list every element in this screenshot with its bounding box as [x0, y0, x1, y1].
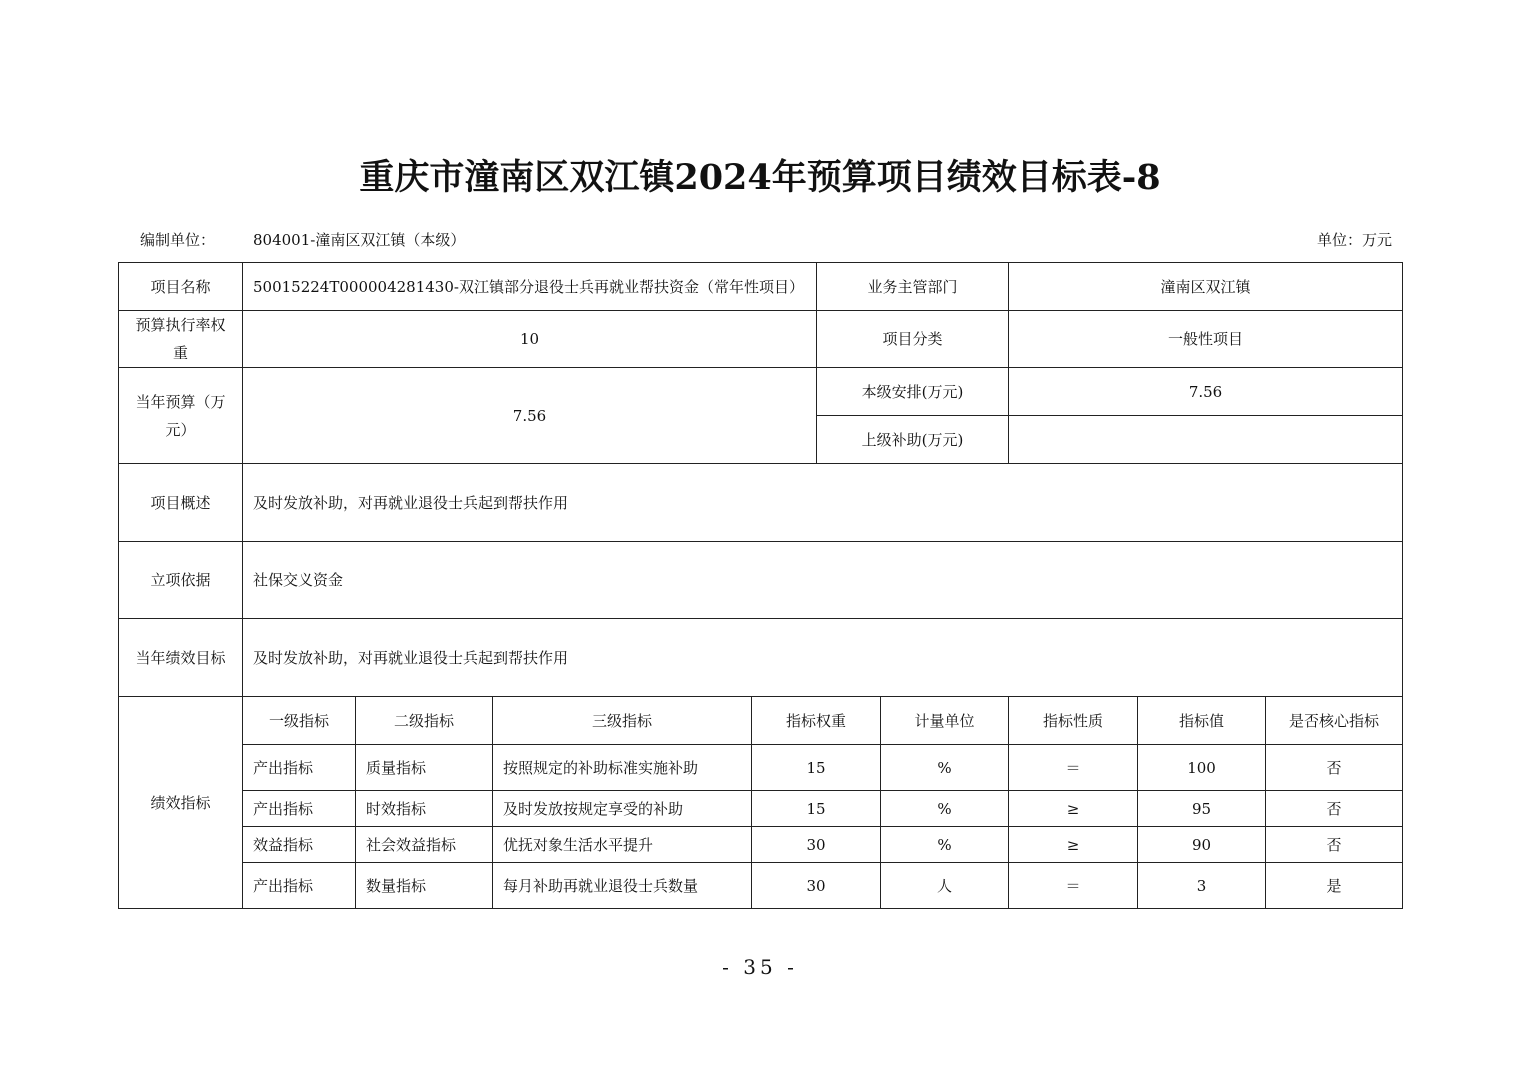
level1-cell: 产出指标: [243, 791, 356, 827]
local-value: 7.56: [1009, 368, 1403, 416]
overview-label: 项目概述: [119, 464, 243, 542]
header-level1: 一级指标: [243, 697, 356, 745]
nature-cell: ≥: [1009, 791, 1138, 827]
unit-cell: 人: [881, 863, 1009, 909]
currency-unit: 单位：万元: [1316, 231, 1392, 249]
dept-label: 业务主管部门: [817, 263, 1009, 311]
row-project-name: [119, 263, 1403, 311]
level3-cell: 及时发放按规定享受的补助: [493, 791, 752, 827]
value-cell: 100: [1138, 745, 1266, 791]
budget-label: 当年预算（万元）: [119, 368, 243, 464]
compiling-unit-value: 804001-潼南区双江镇（本级）: [253, 231, 466, 249]
row-overview: [119, 464, 1403, 542]
value-cell: 90: [1138, 827, 1266, 863]
level1-cell: 产出指标: [243, 745, 356, 791]
project-name-label: 项目名称: [119, 263, 243, 311]
core-cell: 否: [1266, 827, 1403, 863]
row-exec-weight: [119, 311, 1403, 368]
nature-cell: ＝: [1009, 863, 1138, 909]
row-goal: [119, 619, 1403, 697]
unit-cell: %: [881, 791, 1009, 827]
nature-cell: ＝: [1009, 745, 1138, 791]
core-cell: 否: [1266, 745, 1403, 791]
header-core: 是否核心指标: [1266, 697, 1403, 745]
table-row: [119, 791, 1403, 827]
header-value: 指标值: [1138, 697, 1266, 745]
level1-cell: 效益指标: [243, 827, 356, 863]
compiling-unit-label: 编制单位：: [140, 231, 216, 249]
value-cell: 95: [1138, 791, 1266, 827]
header-unit: 计量单位: [881, 697, 1009, 745]
category-label: 项目分类: [817, 311, 1009, 368]
level3-cell: 按照规定的补助标准实施补助: [493, 745, 752, 791]
weight-cell: 15: [752, 745, 881, 791]
page-title: 重庆市潼南区双江镇2024年预算项目绩效目标表-8: [359, 157, 1161, 198]
core-cell: 否: [1266, 791, 1403, 827]
row-basis: [119, 542, 1403, 619]
weight-cell: 30: [752, 827, 881, 863]
project-name-value: 50015224T000004281430-双江镇部分退役士兵再就业帮扶资金（常年性项目）: [243, 263, 817, 311]
dept-value: 潼南区双江镇: [1009, 263, 1403, 311]
budget-value: 7.56: [243, 368, 817, 464]
goal-value: 及时发放补助，对再就业退役士兵起到帮扶作用: [243, 619, 1403, 697]
level2-cell: 时效指标: [356, 791, 493, 827]
upper-value: [1009, 416, 1403, 464]
indicators-section-label: 绩效指标: [119, 697, 243, 909]
level3-cell: 优抚对象生活水平提升: [493, 827, 752, 863]
exec-weight-label: 预算执行率权重: [119, 311, 243, 368]
page-number: - 35 -: [722, 955, 798, 979]
upper-label: 上级补助(万元): [817, 416, 1009, 464]
exec-weight-value: 10: [243, 311, 817, 368]
table-row: [119, 745, 1403, 791]
basis-label: 立项依据: [119, 542, 243, 619]
level3-cell: 每月补助再就业退役士兵数量: [493, 863, 752, 909]
nature-cell: ≥: [1009, 827, 1138, 863]
goal-label: 当年绩效目标: [119, 619, 243, 697]
basis-value: 社保交义资金: [243, 542, 1403, 619]
header-level3: 三级指标: [493, 697, 752, 745]
local-label: 本级安排(万元): [817, 368, 1009, 416]
weight-cell: 15: [752, 791, 881, 827]
overview-value: 及时发放补助，对再就业退役士兵起到帮扶作用: [243, 464, 1403, 542]
level2-cell: 社会效益指标: [356, 827, 493, 863]
level1-cell: 产出指标: [243, 863, 356, 909]
compiling-unit: [140, 229, 465, 250]
level2-cell: 质量指标: [356, 745, 493, 791]
value-cell: 3: [1138, 863, 1266, 909]
indicator-header-row: [119, 697, 1403, 745]
weight-cell: 30: [752, 863, 881, 909]
row-budget: [119, 368, 1403, 416]
performance-target-table: [118, 262, 1403, 909]
header-level2: 二级指标: [356, 697, 493, 745]
category-value: 一般性项目: [1009, 311, 1403, 368]
unit-cell: %: [881, 827, 1009, 863]
header-weight: 指标权重: [752, 697, 881, 745]
unit-cell: %: [881, 745, 1009, 791]
table-row: [119, 863, 1403, 909]
table-row: [119, 827, 1403, 863]
header-nature: 指标性质: [1009, 697, 1138, 745]
level2-cell: 数量指标: [356, 863, 493, 909]
core-cell: 是: [1266, 863, 1403, 909]
